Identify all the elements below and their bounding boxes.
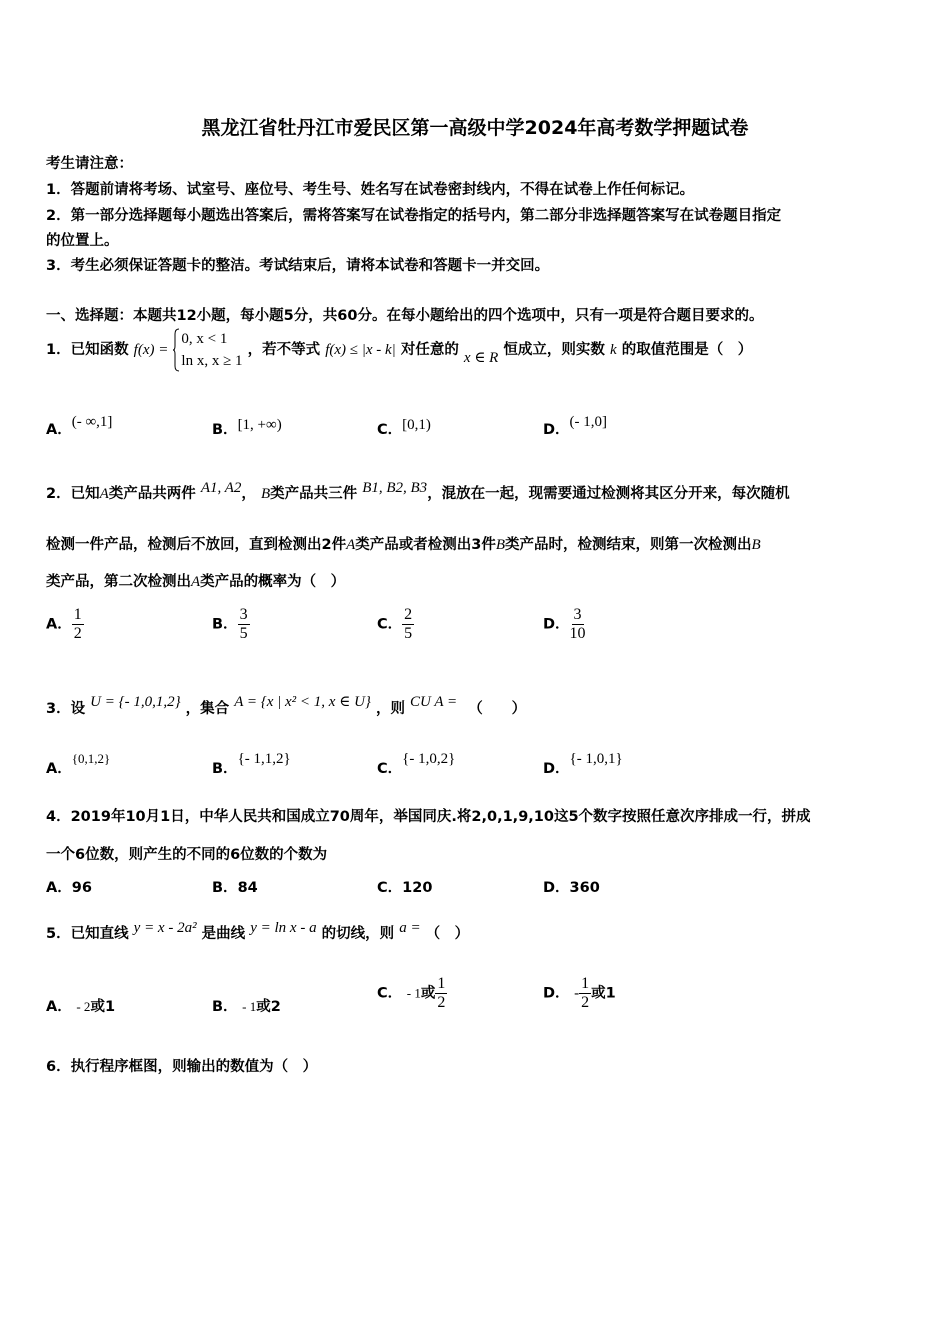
option-label: A． bbox=[46, 761, 72, 777]
question-2-line-2 bbox=[46, 533, 761, 554]
notice-item: 的位置上。 bbox=[46, 233, 119, 249]
option-label: D． bbox=[543, 985, 570, 1002]
q2-math: B bbox=[495, 537, 506, 553]
q3-set-a: A = {x | x² < 1, x ∈ U} bbox=[234, 694, 371, 710]
question-2-line-3 bbox=[46, 570, 345, 591]
option-or: 或 bbox=[256, 999, 271, 1015]
fraction bbox=[402, 606, 414, 643]
denominator: 2 bbox=[437, 994, 446, 1011]
option-value: - 2 bbox=[76, 999, 91, 1014]
question-1 bbox=[46, 328, 752, 372]
q2-math: A bbox=[99, 486, 109, 502]
q2-option-d[interactable] bbox=[543, 606, 586, 643]
q1-text: 对任意的 bbox=[400, 342, 459, 358]
q2-text: 类产品共三件 bbox=[270, 486, 358, 502]
notice-heading: 考生请注意： bbox=[46, 156, 133, 172]
question-3 bbox=[46, 694, 527, 718]
q1-text: 1．已知函数 bbox=[46, 342, 129, 358]
q2-math: A bbox=[346, 537, 356, 553]
q5-text: 的切线，则 bbox=[321, 926, 395, 942]
option-value: [1, +∞) bbox=[237, 417, 282, 433]
question-2-line-1 bbox=[46, 482, 790, 503]
fraction bbox=[72, 606, 84, 643]
q2-math: B bbox=[260, 486, 271, 502]
option-or: 或 bbox=[90, 999, 105, 1015]
q2-math: A1, A2 bbox=[200, 480, 242, 496]
option-value: 1 bbox=[104, 999, 116, 1015]
fraction bbox=[579, 975, 591, 1012]
option-label: B． bbox=[212, 616, 238, 633]
option-label: C． bbox=[377, 985, 403, 1002]
option-value: {- 1,0,1} bbox=[569, 751, 623, 767]
option-value: 120 bbox=[402, 880, 433, 896]
option-label: A． bbox=[46, 616, 72, 633]
q1-domain: x ∈ R bbox=[463, 350, 499, 366]
q5-a: a = bbox=[399, 920, 421, 936]
q1-text: ，若不等式 bbox=[247, 342, 321, 358]
option-label: B． bbox=[212, 422, 238, 438]
denominator: 5 bbox=[404, 625, 413, 642]
q5-text: 5．已知直线 bbox=[46, 926, 129, 942]
option-label: C． bbox=[377, 422, 403, 438]
q5-option-d[interactable] bbox=[543, 975, 616, 1012]
option-label: A． bbox=[46, 880, 72, 896]
q2-option-b[interactable] bbox=[212, 606, 250, 643]
q1-text: 恒成立，则实数 bbox=[503, 342, 605, 358]
q1-text: 的取值范围是（ ） bbox=[621, 342, 753, 358]
option-label: C． bbox=[377, 880, 403, 896]
option-label: D． bbox=[543, 880, 570, 896]
notice-item: 1．答题前请将考场、试室号、座位号、考生号、姓名写在试卷密封线内，不得在试卷上作任何标记。 bbox=[46, 182, 695, 198]
option-value: 2 bbox=[270, 999, 281, 1015]
q5-curve-eq: y = ln x - a bbox=[250, 920, 317, 936]
option-value: 360 bbox=[569, 880, 600, 896]
q1-option-a[interactable] bbox=[46, 414, 113, 439]
q1-case-1: 0, x < 1 bbox=[181, 331, 228, 347]
option-label: B． bbox=[212, 880, 238, 896]
page-title: 黑龙江省牡丹江市爱民区第一高级中学2024年高考数学押题试卷 bbox=[201, 117, 749, 139]
denominator: 2 bbox=[581, 994, 590, 1011]
q1-option-c[interactable] bbox=[377, 418, 431, 439]
q2-text: 类产品，第二次检测出 bbox=[46, 574, 191, 590]
q1-piecewise bbox=[173, 328, 242, 372]
q3-text: 3．设 bbox=[46, 701, 86, 717]
q4-option-d[interactable] bbox=[543, 876, 600, 897]
notice-item: 3．考生必须保证答题卡的整洁。考试结束后，请将本试卷和答题卡一并交回。 bbox=[46, 258, 550, 274]
q1-option-d[interactable] bbox=[543, 414, 608, 439]
option-label: D． bbox=[543, 761, 570, 777]
option-value: - 1 bbox=[242, 999, 257, 1014]
option-label: B． bbox=[212, 761, 238, 777]
denominator: 5 bbox=[239, 625, 248, 642]
q2-option-c[interactable] bbox=[377, 606, 414, 643]
option-label: B． bbox=[212, 999, 238, 1015]
q3-set-u: U = {- 1,0,1,2} bbox=[90, 694, 181, 710]
q5-option-a[interactable] bbox=[46, 995, 115, 1016]
q2-text: 类产品时，检测结束，则第一次检测出 bbox=[505, 537, 752, 553]
q3-complement: CU A = bbox=[410, 694, 458, 710]
option-value: {0,1,2} bbox=[71, 751, 111, 766]
option-value: 84 bbox=[237, 880, 258, 896]
fraction bbox=[435, 975, 447, 1012]
q3-text: ，集合 bbox=[185, 701, 230, 717]
option-value: (- ∞,1] bbox=[71, 414, 113, 430]
q3-option-b[interactable] bbox=[212, 751, 291, 778]
denominator: 2 bbox=[73, 625, 82, 642]
option-or: 或 bbox=[420, 985, 436, 1002]
q5-option-b[interactable] bbox=[212, 995, 281, 1016]
q1-case-2: ln x, x ≥ 1 bbox=[181, 353, 243, 369]
q3-option-d[interactable] bbox=[543, 751, 623, 778]
q3-option-a[interactable] bbox=[46, 751, 111, 778]
denominator: 10 bbox=[569, 625, 586, 642]
q4-option-a[interactable] bbox=[46, 876, 92, 897]
option-or: 或 bbox=[591, 985, 606, 1002]
option-value: - 1 bbox=[406, 985, 421, 1001]
q3-text: ，则 bbox=[375, 701, 405, 717]
option-label: A． bbox=[46, 999, 72, 1015]
numerator: 1 bbox=[581, 975, 590, 992]
q4-option-c[interactable] bbox=[377, 876, 432, 897]
question-5 bbox=[46, 922, 469, 943]
q2-option-a[interactable] bbox=[46, 606, 84, 643]
q2-math: A bbox=[191, 574, 201, 590]
option-value: 1 bbox=[605, 985, 616, 1002]
option-value: {- 1,1,2} bbox=[237, 751, 291, 767]
numerator: 3 bbox=[573, 606, 582, 623]
q2-text: ， bbox=[241, 486, 256, 502]
q4-option-b[interactable] bbox=[212, 876, 258, 897]
fraction bbox=[570, 606, 586, 643]
numerator: 3 bbox=[239, 606, 248, 623]
section-heading: 一、选择题：本题共12小题，每小题5分，共60分。在每小题给出的四个选项中，只有一项是符合题目要求的。 bbox=[46, 308, 764, 324]
option-value: [0,1) bbox=[402, 417, 431, 433]
q2-text: 类产品的概率为（ ） bbox=[200, 574, 346, 590]
q2-math: B1, B2, B3 bbox=[362, 480, 428, 496]
q3-option-c[interactable] bbox=[377, 751, 456, 778]
option-value: (- 1,0] bbox=[569, 414, 608, 430]
numerator: 2 bbox=[404, 606, 413, 623]
q2-text: 2．已知 bbox=[46, 486, 100, 502]
q2-text: ，混放在一起，现需要通过检测将其区分开来，每次随机 bbox=[427, 486, 790, 502]
q1-inequality: f(x) ≤ |x - k| bbox=[325, 342, 396, 358]
q3-text: （ ） bbox=[468, 701, 527, 717]
option-label: D． bbox=[543, 422, 570, 438]
option-sign: - bbox=[574, 985, 580, 1002]
q2-text: 检测一件产品，检测后不放回，直到检测出2件 bbox=[46, 537, 347, 553]
option-label: D． bbox=[543, 616, 570, 633]
notice-item: 2．第一部分选择题每小题选出答案后，需将答案写在试卷指定的括号内，第二部分非选择题答案写在试卷题目指定 bbox=[46, 208, 782, 224]
q5-text: （ ） bbox=[425, 926, 470, 942]
numerator: 1 bbox=[437, 975, 446, 992]
option-value: 96 bbox=[71, 880, 92, 896]
q1-option-b[interactable] bbox=[212, 418, 282, 439]
option-label: C． bbox=[377, 761, 403, 777]
brace-icon bbox=[173, 328, 179, 372]
numerator: 1 bbox=[73, 606, 82, 623]
q5-text: 是曲线 bbox=[201, 926, 246, 942]
q5-option-c[interactable] bbox=[377, 975, 447, 1012]
option-value: {- 1,0,2} bbox=[402, 751, 456, 767]
question-6: 6．执行程序框图，则输出的数值为（ ） bbox=[46, 1059, 318, 1075]
question-4-line-2: 一个6位数，则产生的不同的6位数的个数为 bbox=[46, 847, 328, 863]
q1-k: k bbox=[609, 342, 617, 358]
question-4-line-1: 4．2019年10月1日，中华人民共和国成立70周年，举国同庆.将2,0,1,9,10这5个数字按照任意次序排成一行，拼成 bbox=[46, 809, 811, 825]
q2-text: 类产品共两件 bbox=[108, 486, 196, 502]
option-label: A． bbox=[46, 422, 72, 438]
q5-line-eq: y = x - 2a² bbox=[133, 920, 197, 936]
option-label: C． bbox=[377, 616, 403, 633]
q2-math: B bbox=[751, 537, 761, 553]
fraction bbox=[238, 606, 250, 643]
q2-text: 类产品或者检测出3件 bbox=[355, 537, 496, 553]
q1-fx: f(x) = bbox=[133, 342, 169, 358]
